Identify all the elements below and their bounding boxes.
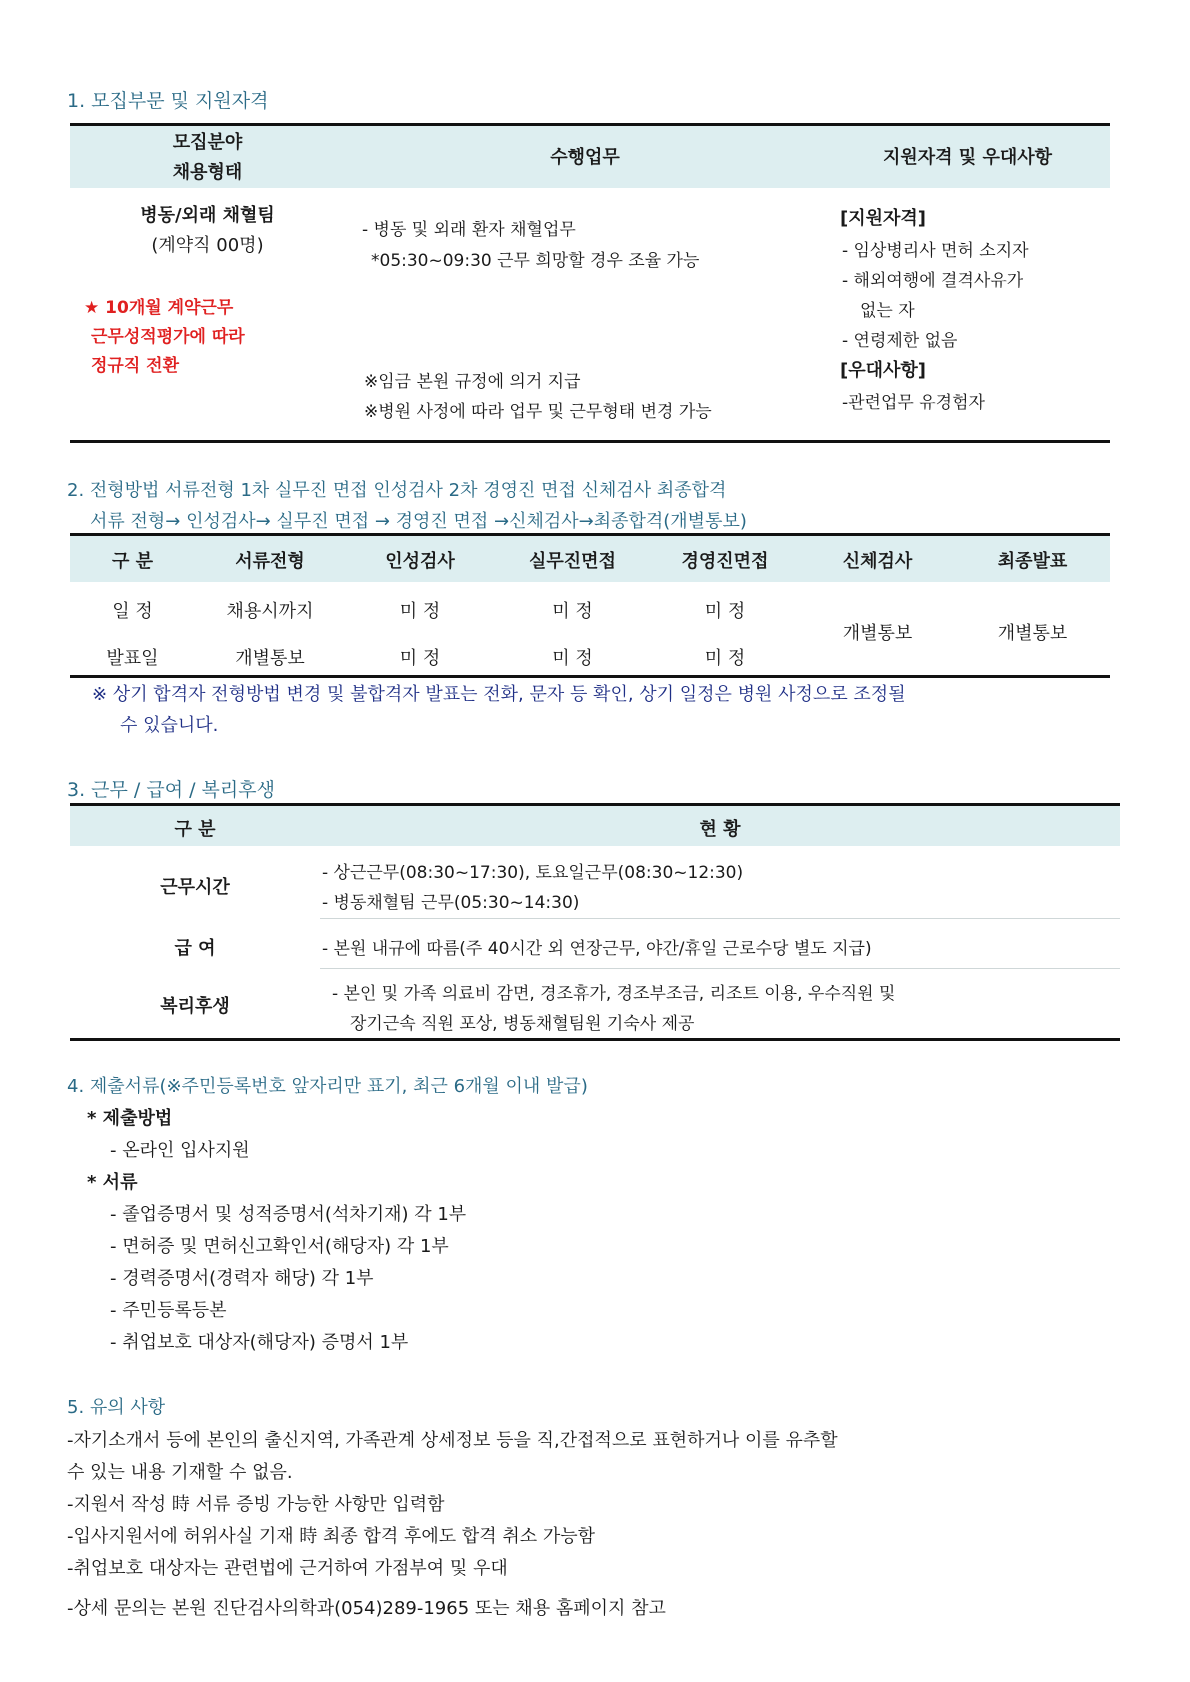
docs-title: * 서류 bbox=[87, 1172, 138, 1193]
work-hours-label: 근무시간 bbox=[160, 877, 230, 898]
row-announce-aptitude: 미 정 bbox=[399, 648, 441, 669]
row-announce-docs: 개별통보 bbox=[235, 648, 305, 669]
welfare-line2: 장기근속 직원 포상, 병동채혈팀원 기숙사 제공 bbox=[350, 1014, 695, 1034]
table2-bottom-rule bbox=[70, 675, 1110, 678]
section2-heading: 2. 전형방법 서류전형 1차 실무진 면접 인성검사 2차 경영진 면접 신체검사 최종합격 bbox=[67, 480, 727, 501]
row-announce-staff-interview: 미 정 bbox=[552, 648, 593, 669]
salary-line1: - 본원 내규에 따름(주 40시간 외 연장근무, 야간/휴일 근로수당 별도 지급) bbox=[322, 939, 872, 959]
table2-header-aptitude: 인성검사 bbox=[385, 551, 455, 572]
row-schedule-staff-interview: 미 정 bbox=[552, 601, 593, 622]
doc-item-1: - 졸업증명서 및 성적증명서(석차기재) 각 1부 bbox=[110, 1204, 467, 1225]
doc-item-2: - 면허증 및 면허신고확인서(해당자) 각 1부 bbox=[110, 1236, 449, 1257]
final-merged-cell: 개별통보 bbox=[997, 623, 1068, 644]
table1-bottom-rule bbox=[70, 440, 1110, 443]
welfare-line1: - 본인 및 가족 의료비 감면, 경조휴가, 경조부조금, 리조트 이용, 우수직원 및 bbox=[332, 984, 896, 1004]
caution-line3: -지원서 작성 時 서류 증빙 가능한 사항만 입력함 bbox=[67, 1494, 445, 1515]
caution-line1: -자기소개서 등에 본인의 출신지역, 가족관계 상세정보 등을 직,간접적으로 표현하거나 이를 유추할 bbox=[67, 1430, 838, 1451]
table3-header-col1: 구 분 bbox=[174, 819, 216, 840]
table2-header-exec-interview: 경영진면접 bbox=[681, 551, 769, 572]
row-schedule-docs: 채용시까지 bbox=[226, 601, 314, 622]
section5-heading: 5. 유의 사항 bbox=[67, 1397, 166, 1418]
table3-row-divider2 bbox=[320, 968, 1120, 969]
caution-line2: 수 있는 내용 기재할 수 없음. bbox=[67, 1462, 293, 1483]
qual-title: [지원자격] bbox=[840, 208, 927, 229]
section3-heading: 3. 근무 / 급여 / 복리후생 bbox=[67, 779, 275, 801]
salary-label: 급 여 bbox=[174, 938, 216, 959]
duty-line2: *05:30~09:30 근무 희망할 경우 조율 가능 bbox=[371, 251, 700, 271]
doc-item-4: - 주민등록등본 bbox=[110, 1300, 227, 1321]
table1-header-col1-line1: 모집분야 bbox=[172, 132, 243, 153]
doc-item-3: - 경력증명서(경력자 해당) 각 1부 bbox=[110, 1268, 374, 1289]
table3-header-col2: 현 황 bbox=[699, 819, 741, 840]
submit-method-title: * 제출방법 bbox=[87, 1108, 173, 1129]
row-schedule-label: 일 정 bbox=[112, 601, 153, 622]
selection-notice-line1: ※ 상기 합격자 전형방법 변경 및 불합격자 발표는 전화, 문자 등 확인, 상기 일정은 병원 사정으로 조정될 bbox=[92, 684, 906, 705]
salary-note: ※임금 본원 규정에 의거 지급 bbox=[364, 372, 581, 392]
change-note: ※병원 사정에 따라 업무 및 근무형태 변경 가능 bbox=[364, 402, 712, 422]
work-hours-line1: - 상근근무(08:30~17:30), 토요일근무(08:30~12:30) bbox=[322, 863, 744, 883]
medical-merged-cell: 개별통보 bbox=[842, 623, 913, 644]
table2-header-staff-interview: 실무진면접 bbox=[529, 551, 616, 572]
table1-header-col2: 수행업무 bbox=[550, 147, 620, 168]
selection-notice-line2: 수 있습니다. bbox=[120, 715, 219, 736]
submit-method: - 온라인 입사지원 bbox=[110, 1140, 250, 1161]
qual-line4: - 연령제한 없음 bbox=[842, 331, 958, 351]
section1-heading: 1. 모집부문 및 지원자격 bbox=[67, 90, 269, 112]
table2-header-label: 구 분 bbox=[111, 551, 154, 572]
table1-header-col1-line2: 채용형태 bbox=[172, 162, 243, 183]
row-announce-label: 발표일 bbox=[106, 648, 159, 669]
caution-line6: -상세 문의는 본원 진단검사의학과(054)289-1965 또는 채용 홈페이지 참고 bbox=[67, 1598, 666, 1619]
table2-header-docs: 서류전형 bbox=[235, 551, 305, 572]
table3-row-divider1 bbox=[320, 918, 1120, 919]
caution-line5: -취업보호 대상자는 관련법에 근거하여 가점부여 및 우대 bbox=[67, 1558, 508, 1579]
qual-line3: 없는 자 bbox=[860, 301, 915, 321]
field-type: (계약직 00명) bbox=[151, 235, 264, 256]
table2-header-medical: 신체검사 bbox=[842, 551, 913, 572]
field-title: 병동/외래 채혈팀 bbox=[140, 205, 275, 226]
duty-line1: - 병동 및 외래 환자 채혈업무 bbox=[362, 220, 576, 240]
contract-note-line3: 정규직 전환 bbox=[91, 356, 180, 376]
table3-bottom-rule bbox=[70, 1038, 1120, 1041]
row-announce-exec-interview: 미 정 bbox=[704, 648, 746, 669]
welfare-label: 복리후생 bbox=[160, 996, 230, 1017]
caution-line4: -입사지원서에 허위사실 기재 時 최종 합격 후에도 합격 취소 가능함 bbox=[67, 1526, 596, 1547]
selection-flow: 서류 전형→ 인성검사→ 실무진 면접 → 경영진 면접 →신체검사→최종합격(개별통보) bbox=[90, 511, 747, 532]
row-schedule-exec-interview: 미 정 bbox=[704, 601, 746, 622]
pref-title: [우대사항] bbox=[840, 360, 927, 381]
section4-heading: 4. 제출서류(※주민등록번호 앞자리만 표기, 최근 6개월 이내 발급) bbox=[67, 1076, 588, 1097]
table2-header-final: 최종발표 bbox=[997, 551, 1068, 572]
qual-line2: - 해외여행에 결격사유가 bbox=[842, 271, 1024, 291]
contract-note-line2: 근무성적평가에 따라 bbox=[91, 327, 245, 347]
contract-note-line1: ★ 10개월 계약근무 bbox=[84, 298, 234, 318]
pref-line1: -관련업무 유경험자 bbox=[842, 393, 985, 413]
qual-line1: - 임상병리사 면허 소지자 bbox=[842, 241, 1029, 261]
work-hours-line2: - 병동채혈팀 근무(05:30~14:30) bbox=[322, 893, 580, 913]
doc-item-5: - 취업보호 대상자(해당자) 증명서 1부 bbox=[110, 1332, 409, 1353]
table1-header-col3: 지원자격 및 우대사항 bbox=[882, 147, 1053, 168]
row-schedule-aptitude: 미 정 bbox=[399, 601, 441, 622]
